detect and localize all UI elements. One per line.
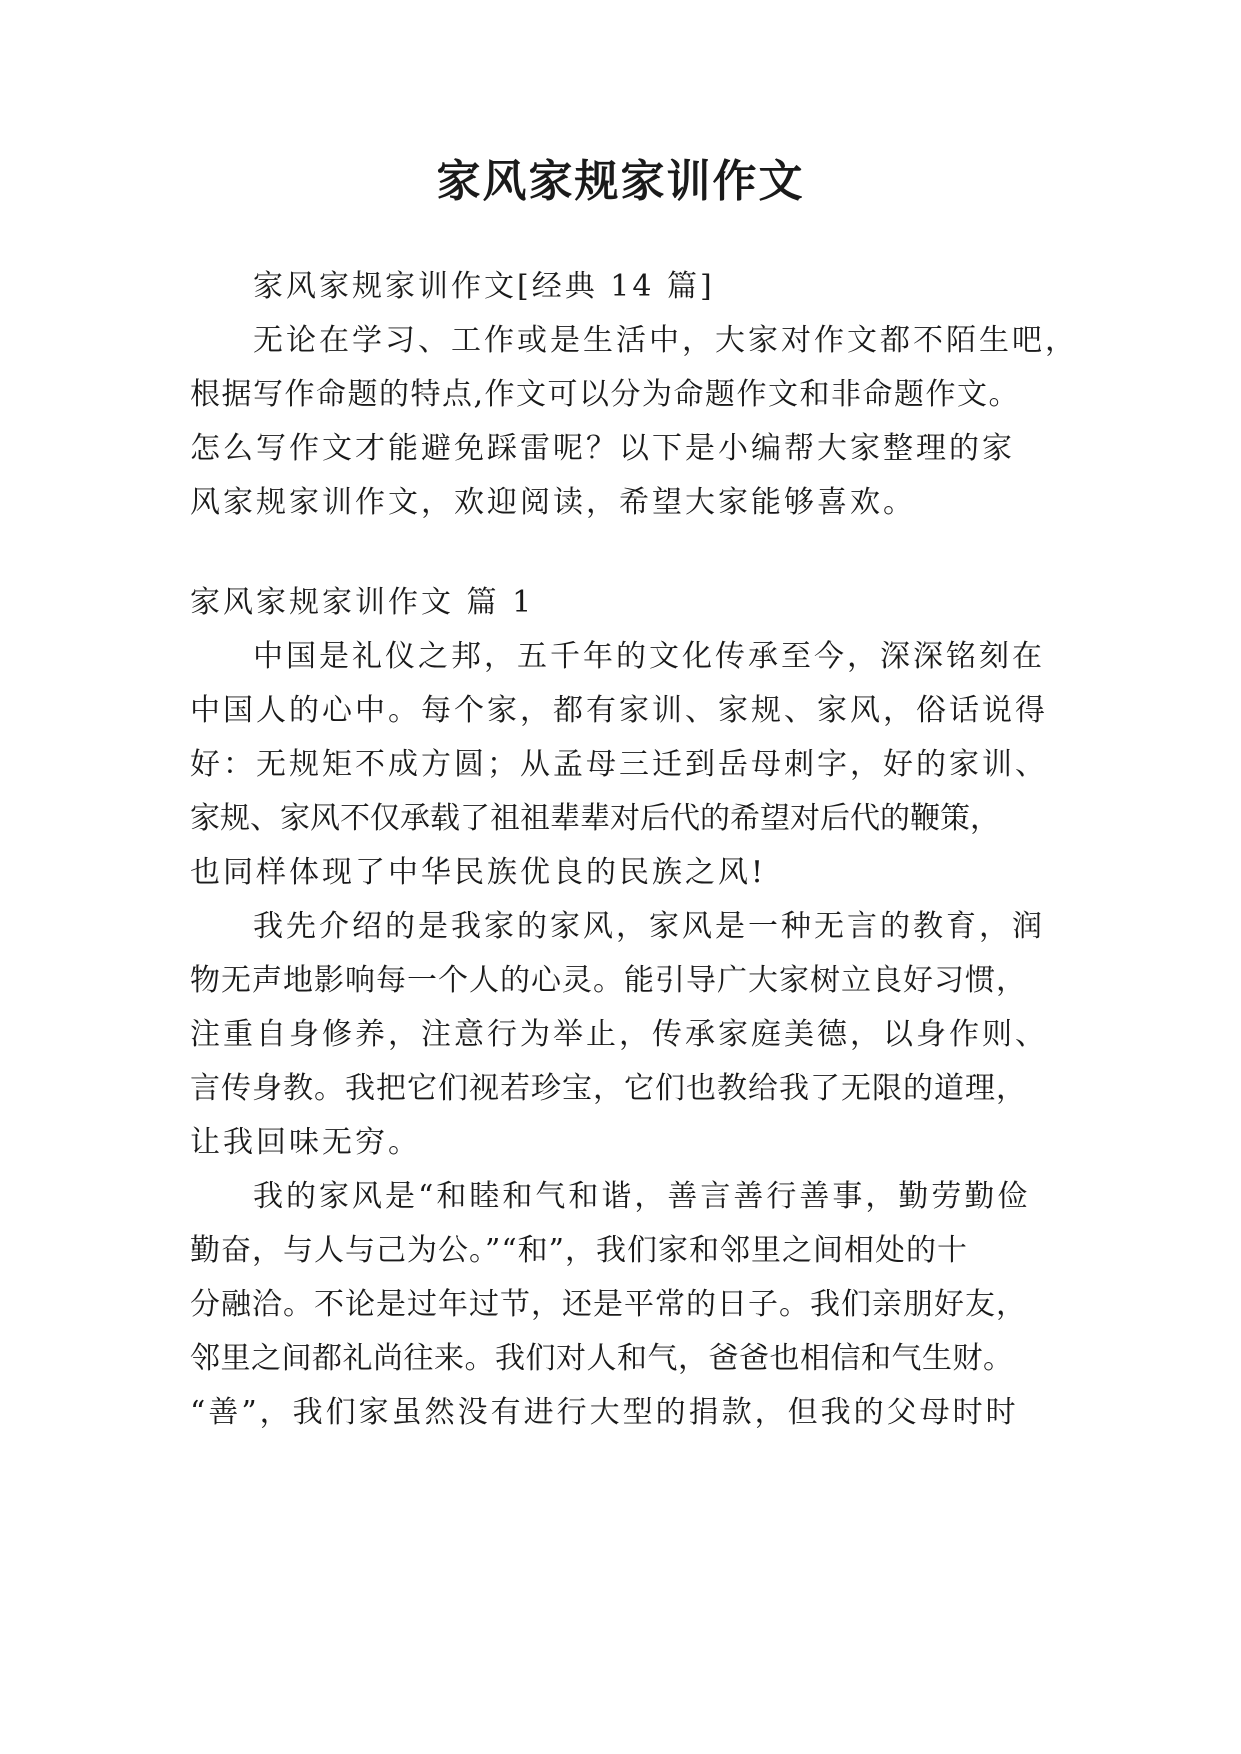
document-subtitle: 家风家规家训作文[经典 14 篇] xyxy=(253,269,715,304)
paragraph-line: 注重自身修养，注意行为举止，传承家庭美德，以身作则、 xyxy=(190,1017,1048,1052)
paragraph-line: 言传身教。我把它们视若珍宝，它们也教给我了无限的道理， xyxy=(190,1071,1027,1106)
paragraph-line: “善”，我们家虽然没有进行大型的捐款，但我的父母时时 xyxy=(190,1395,1019,1430)
paragraph-line: 勤奋，与人与己为公。”“和”，我们家和邻里之间相处的十 xyxy=(190,1233,969,1268)
paragraph-line: 我先介绍的是我家的家风，家风是一种无言的教育，润 xyxy=(253,909,1045,944)
document-title: 家风家规家训作文 xyxy=(436,156,805,207)
paragraph-line: 分融洽。不论是过年过节，还是平常的日子。我们亲朋好友， xyxy=(190,1287,1027,1322)
paragraph-line: 中国人的心中。每个家，都有家训、家规、家风，俗话说得 xyxy=(190,693,1048,728)
section-heading: 家风家规家训作文 篇 1 xyxy=(190,585,535,620)
paragraph-line: 我的家风是“和睦和气和谐，善言善行善事，勤劳勤俭 xyxy=(253,1179,1031,1214)
paragraph-line: 家规、家风不仅承载了祖祖辈辈对后代的希望对后代的鞭策， xyxy=(190,801,1000,836)
intro-line: 无论在学习、工作或是生活中，大家对作文都不陌生吧， xyxy=(253,323,1078,358)
paragraph-line: 也同样体现了中华民族优良的民族之风! xyxy=(190,855,767,890)
intro-line: 风家规家训作文，欢迎阅读，希望大家能够喜欢。 xyxy=(190,485,916,520)
paragraph-line: 物无声地影响每一个人的心灵。能引导广大家树立良好习惯， xyxy=(190,963,1027,998)
paragraph-line: 邻里之间都礼尚往来。我们对人和气，爸爸也相信和气生财。 xyxy=(190,1341,1014,1376)
paragraph-line: 好：无规矩不成方圆；从孟母三迁到岳母刺字，好的家训、 xyxy=(190,747,1048,782)
paragraph-line: 中国是礼仪之邦，五千年的文化传承至今，深深铭刻在 xyxy=(253,639,1045,674)
intro-line: 怎么写作文才能避免踩雷呢？以下是小编帮大家整理的家 xyxy=(190,431,1015,466)
paragraph-line: 让我回味无穷。 xyxy=(190,1125,421,1160)
intro-line: 根据写作命题的特点,作文可以分为命题作文和非命题作文。 xyxy=(190,377,1021,412)
